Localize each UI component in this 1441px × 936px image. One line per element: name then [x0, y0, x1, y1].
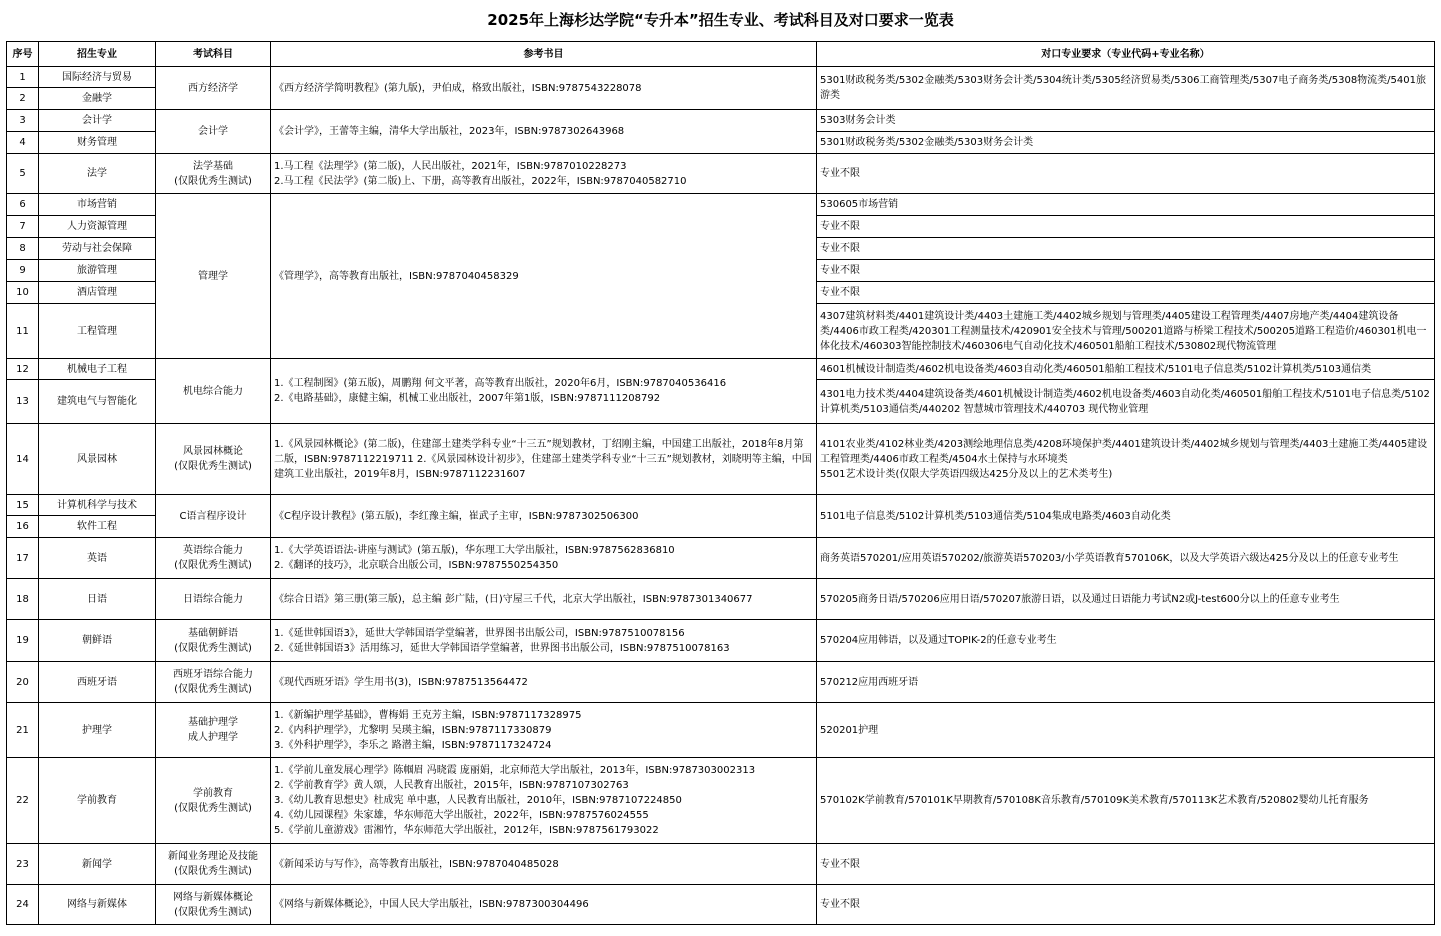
major-requirement: 570205商务日语/570206应用日语/570207旅游日语，以及通过日语能力考试N2或J-test600分以上的任意专业考生: [817, 579, 1435, 620]
exam-subject: 西方经济学: [156, 67, 271, 110]
exam-subject: [156, 885, 271, 925]
major-requirement: 4601机械设计制造类/4602机电设备类/4603自动化类/460501船舶工程技术/5101电子信息类/5102计算机类/5103通信类: [817, 359, 1435, 380]
reference-books: 《网络与新媒体概论》，中国人民大学出版社，ISBN:9787300304496: [271, 885, 817, 925]
row-number: 6: [7, 194, 39, 216]
reference-books: [271, 154, 817, 194]
requirement-line: 5501艺术设计类(仅限大学英语四级达425分及以上的艺术类考生): [820, 468, 1113, 480]
major-name: 护理学: [39, 703, 156, 758]
major-name: 市场营销: [39, 194, 156, 216]
book-line: 2.《内科护理学》，尤黎明 吴瑛主编，ISBN:9787117330879: [274, 724, 552, 736]
major-name: 会计学: [39, 110, 156, 132]
subject-note: (仅限优秀生测试): [174, 802, 252, 814]
major-name: 财务管理: [39, 132, 156, 154]
subject-line: 网络与新媒体概论: [173, 891, 253, 903]
exam-subject: 日语综合能力: [156, 579, 271, 620]
reference-books: 《管理学》，高等教育出版社，ISBN:9787040458329: [271, 194, 817, 359]
col-header-major: 招生专业: [39, 42, 156, 67]
major-requirement: 4307建筑材料类/4401建筑设计类/4403土建施工类/4402城乡规划与管理类/4405建设工程管理类/4407房地产类/4404建筑设备类/4406市政工程类/420301工程测量技术/420901安全技术与管理/500201道路与桥梁工程技术/500205道路工程造价/460301机电一体化技术/460303智能控制技术/460306电气自动化技术/460501船舶工程技术/530802现代物流管理: [817, 304, 1435, 359]
row-number: 4: [7, 132, 39, 154]
page-title: 2025年上海杉达学院“专升本”招生专业、考试科目及对口要求一览表: [487, 11, 954, 29]
subject-note: (仅限优秀生测试): [174, 906, 252, 918]
subject-line: 风景园林概论: [183, 446, 243, 457]
book-line: 1.马工程《法理学》(第二版)，人民出版社，2021年，ISBN:9787010228273: [274, 160, 627, 172]
major-name: 软件工程: [39, 516, 156, 538]
exam-subject: [156, 620, 271, 662]
table-header-row: [7, 42, 1435, 67]
table-row: [7, 885, 1435, 925]
row-number: 15: [7, 495, 39, 516]
col-header-subject: 考试科目: [156, 42, 271, 67]
book-line: 1.《学前儿童发展心理学》陈帼眉 冯晓霞 庞丽娟，北京师范大学出版社，2013年，ISBN:9787303002313: [274, 765, 756, 776]
row-number: 11: [7, 304, 39, 359]
row-number: 10: [7, 282, 39, 304]
exam-subject: [156, 662, 271, 703]
table-row: [7, 662, 1435, 703]
book-line: 1.《新编护理学基础》，曹梅娟 王克芳主编，ISBN:9787117328975: [274, 709, 582, 721]
major-requirement: 商务英语570201/应用英语570202/旅游英语570203/小学英语教育570106K，以及大学英语六级达425分及以上的任意专业考生: [817, 538, 1435, 579]
table-row: [7, 703, 1435, 758]
book-line: 5.《学前儿童游戏》雷湘竹，华东师范大学出版社，2012年，ISBN:9787561793022: [274, 825, 659, 836]
row-number: 5: [7, 154, 39, 194]
major-name: 建筑电气与智能化: [39, 380, 156, 424]
row-number: 12: [7, 359, 39, 380]
row-number: 3: [7, 110, 39, 132]
major-name: 朝鲜语: [39, 620, 156, 662]
major-requirement: 专业不限: [817, 885, 1435, 925]
row-number: 22: [7, 758, 39, 844]
book-line: 3.《外科护理学》，李乐之 路潜主编，ISBN:9787117324724: [274, 739, 552, 751]
book-line: 1.《工程制图》(第五版)，周鹏翔 何文平著，高等教育出版社，2020年6月，ISBN:9787040536416: [274, 378, 727, 389]
row-number: 23: [7, 844, 39, 885]
major-requirement: 专业不限: [817, 844, 1435, 885]
major-requirement: 530605市场营销: [817, 194, 1435, 216]
major-name: 工程管理: [39, 304, 156, 359]
row-number: 24: [7, 885, 39, 925]
table-row: [7, 495, 1435, 516]
reference-books: [271, 359, 817, 424]
requirement-line: 4101农业类/4102林业类/4203测绘地理信息类/4208环境保护类/4401建筑设计类/4402城乡规划与管理类/4403土建施工类/4405建设工程管理类/4406市政工程类/4504水土保持与水环境类: [820, 438, 1428, 465]
reference-books: 《综合日语》第三册(第三版)，总主编 彭广陆，(日)守屋三千代，北京大学出版社，ISBN:9787301340677: [271, 579, 817, 620]
subject-line: 基础护理学: [188, 717, 238, 728]
subject-line: 基础朝鲜语: [188, 627, 238, 639]
exam-subject: 机电综合能力: [156, 359, 271, 424]
major-name: 网络与新媒体: [39, 885, 156, 925]
reference-books: 《新闻采访与写作》，高等教育出版社，ISBN:9787040485028: [271, 844, 817, 885]
subject-note: (仅限优秀生测试): [174, 866, 252, 877]
major-name: 风景园林: [39, 424, 156, 495]
major-requirement: 专业不限: [817, 216, 1435, 238]
major-name: 日语: [39, 579, 156, 620]
reference-books: 《现代西班牙语》学生用书(3)，ISBN:9787513564472: [271, 662, 817, 703]
exam-subject: [156, 758, 271, 844]
major-requirement: 专业不限: [817, 260, 1435, 282]
row-number: 19: [7, 620, 39, 662]
major-requirement: 专业不限: [817, 282, 1435, 304]
major-name: 计算机科学与技术: [39, 495, 156, 516]
major-name: 新闻学: [39, 844, 156, 885]
exam-subject: C语言程序设计: [156, 495, 271, 538]
subject-line: 西班牙语综合能力: [173, 669, 253, 680]
exam-subject: [156, 844, 271, 885]
subject-note: (仅限优秀生测试): [174, 560, 252, 571]
row-number: 17: [7, 538, 39, 579]
subject-line: 法学基础: [193, 160, 233, 172]
table-row: [7, 154, 1435, 194]
major-requirement: 专业不限: [817, 154, 1435, 194]
row-number: 20: [7, 662, 39, 703]
major-name: 学前教育: [39, 758, 156, 844]
major-name: 机械电子工程: [39, 359, 156, 380]
col-header-requirement: 对口专业要求（专业代码+专业名称）: [817, 42, 1435, 67]
book-line: 2.《翻译的技巧》，北京联合出版公司，ISBN:9787550254350: [274, 560, 559, 571]
major-requirement: 专业不限: [817, 238, 1435, 260]
row-number: 8: [7, 238, 39, 260]
subject-note: (仅限优秀生测试): [174, 684, 252, 695]
reference-books: 《西方经济学简明教程》(第九版)，尹伯成，格致出版社，ISBN:9787543228078: [271, 67, 817, 110]
table-row: [7, 579, 1435, 620]
major-requirement: 570204应用韩语，以及通过TOPIK-2的任意专业考生: [817, 620, 1435, 662]
major-name: 法学: [39, 154, 156, 194]
exam-subject: [156, 703, 271, 758]
major-name: 人力资源管理: [39, 216, 156, 238]
subject-note: (仅限优秀生测试): [174, 642, 252, 654]
major-requirement: 520201护理: [817, 703, 1435, 758]
major-requirement: 5303财务会计类: [817, 110, 1435, 132]
major-name: 酒店管理: [39, 282, 156, 304]
book-line: 4.《幼儿园课程》朱家雄，华东师范大学出版社，2022年，ISBN:9787576024555: [274, 810, 649, 821]
exam-subject: 会计学: [156, 110, 271, 154]
table-row: [7, 194, 1435, 216]
book-line: 1.《延世韩国语3》，延世大学韩国语学堂编著，世界图书出版公司，ISBN:9787510078156: [274, 627, 685, 639]
table-row: [7, 844, 1435, 885]
reference-books: 《C程序设计教程》(第五版)，李红豫主编，崔武子主审，ISBN:9787302506300: [271, 495, 817, 538]
subject-line: 成人护理学: [188, 732, 238, 743]
book-line: 2.《延世韩国语3》活用练习，延世大学韩国语学堂编著，世界图书出版公司，ISBN:9787510078163: [274, 642, 730, 654]
row-number: 2: [7, 88, 39, 110]
row-number: 21: [7, 703, 39, 758]
subject-line: 学前教育: [193, 787, 233, 799]
subject-line: 新闻业务理论及技能: [168, 851, 258, 862]
row-number: 7: [7, 216, 39, 238]
col-header-no: 序号: [7, 42, 39, 67]
row-number: 16: [7, 516, 39, 538]
exam-subject: [156, 154, 271, 194]
table-row: [7, 359, 1435, 380]
table-row: [7, 758, 1435, 844]
exam-subject: 管理学: [156, 194, 271, 359]
major-name: 旅游管理: [39, 260, 156, 282]
reference-books: [271, 620, 817, 662]
reference-books: [271, 703, 817, 758]
row-number: 14: [7, 424, 39, 495]
major-name: 西班牙语: [39, 662, 156, 703]
book-line: 2.《学前教育学》黄人颂，人民教育出版社，2015年，ISBN:9787107302763: [274, 780, 629, 791]
reference-books: 《会计学》，王蕾等主编，清华大学出版社，2023年，ISBN:9787302643968: [271, 110, 817, 154]
major-requirement: 570102K学前教育/570101K早期教育/570108K音乐教育/570109K美术教育/570113K艺术教育/520802婴幼儿托育服务: [817, 758, 1435, 844]
table-row: [7, 67, 1435, 88]
table-row: [7, 424, 1435, 495]
row-number: 13: [7, 380, 39, 424]
major-requirement: 4301电力技术类/4404建筑设备类/4601机械设计制造类/4602机电设备类/4603自动化类/460501船舶工程技术/5101电子信息类/5102计算机类/5103通信类/440202 智慧城市管理技术/440703 现代物业管理: [817, 380, 1435, 424]
subject-note: (仅限优秀生测试): [174, 175, 252, 187]
reference-books: [271, 758, 817, 844]
reference-books: 1.《风景园林概论》(第二版)，住建部土建类学科专业“十三五”规划教材，丁绍刚主编，中国建工出版社，2018年8月第二版，ISBN:9787112219711 2.《风景园林设计初步》，住建部土建类学科专业“十三五”规划教材，刘晓明等主编，中国建筑工业出版社，2019年8月，ISBN:9787112231607: [271, 424, 817, 495]
subject-note: (仅限优秀生测试): [174, 461, 252, 472]
exam-subject: [156, 538, 271, 579]
table-row: [7, 110, 1435, 132]
book-line: 2.《电路基础》，康健主编，机械工业出版社，2007年第1版，ISBN:9787111208792: [274, 393, 661, 404]
major-requirement: [817, 424, 1435, 495]
major-requirement: 5301财政税务类/5302金融类/5303财务会计类: [817, 132, 1435, 154]
reference-books: [271, 538, 817, 579]
book-line: 1.《大学英语语法-讲座与测试》(第五版)，华东理工大学出版社，ISBN:9787562836810: [274, 545, 675, 556]
major-requirement: 5301财政税务类/5302金融类/5303财务会计类/5304统计类/5305经济贸易类/5306工商管理类/5307电子商务类/5308物流类/5401旅游类: [817, 67, 1435, 110]
col-header-books: 参考书目: [271, 42, 817, 67]
subject-line: 英语综合能力: [183, 545, 243, 556]
major-requirement: 5101电子信息类/5102计算机类/5103通信类/5104集成电路类/4603自动化类: [817, 495, 1435, 538]
major-name: 金融学: [39, 88, 156, 110]
major-name: 劳动与社会保障: [39, 238, 156, 260]
table-row: [7, 538, 1435, 579]
major-requirement: 570212应用西班牙语: [817, 662, 1435, 703]
admission-table: [6, 41, 1435, 925]
row-number: 18: [7, 579, 39, 620]
book-line: 2.马工程《民法学》(第二版)上、下册，高等教育出版社，2022年，ISBN:9787040582710: [274, 175, 687, 187]
book-line: 3.《幼儿教育思想史》杜成宪 单中惠，人民教育出版社，2010年，ISBN:9787107224850: [274, 795, 682, 806]
major-name: 英语: [39, 538, 156, 579]
table-row: [7, 620, 1435, 662]
row-number: 1: [7, 67, 39, 88]
major-name: 国际经济与贸易: [39, 67, 156, 88]
row-number: 9: [7, 260, 39, 282]
exam-subject: [156, 424, 271, 495]
